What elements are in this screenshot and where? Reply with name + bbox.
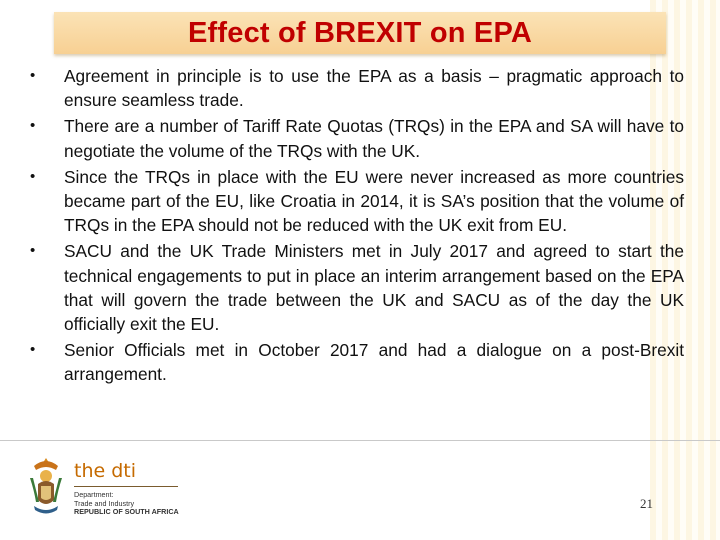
department-name: Trade and Industry xyxy=(74,498,135,508)
bullet-text: There are a number of Tariff Rate Quotas (TRQs) in the EPA and SA will have to negotiate the volume of the TRQs with the UK. xyxy=(64,116,684,161)
bullet-item xyxy=(30,165,684,238)
coat-of-arms-icon xyxy=(26,456,66,518)
bullet-dot: • xyxy=(30,242,36,260)
department-text xyxy=(74,491,179,517)
dti-logo xyxy=(14,456,184,526)
bullet-text: Agreement in principle is to use the EPA as a basis – pragmatic approach to ensure seamless trade. xyxy=(64,66,684,111)
bullet-dot: • xyxy=(30,67,36,84)
bullet-dot: • xyxy=(30,117,36,135)
bullet-text: Senior Officials met in October 2017 and had a dialogue on a post-Brexit arrangement. xyxy=(64,340,684,385)
bullet-text: Since the TRQs in place with the EU were never increased as more countries became part of the EU, like Croatia in 2014, it is SA’s position that the volume of TRQs in the EPA should not be reduced with the UK exit from EU. xyxy=(64,166,684,236)
page-number: 21 xyxy=(640,496,653,511)
bullet-list xyxy=(30,64,684,389)
bullet-item xyxy=(30,239,684,336)
footer-divider xyxy=(0,440,720,441)
title-banner xyxy=(54,12,666,54)
bullet-item xyxy=(30,338,684,386)
slide-title: Effect of BREXIT on EPA xyxy=(187,16,533,49)
country-name: REPUBLIC OF SOUTH AFRICA xyxy=(74,507,179,517)
bullet-dot: • xyxy=(30,341,36,359)
logo-rule xyxy=(74,486,178,487)
dti-wordmark: the dti xyxy=(74,460,137,482)
department-label: Department: xyxy=(74,490,114,499)
bullet-item xyxy=(30,114,684,162)
bullet-item xyxy=(30,64,684,112)
bullet-text: SACU and the UK Trade Ministers met in July 2017 and agreed to start the technical engagements to put in place an interim arrangement based on the EPA that will govern the trade between the UK and SACU as of the day the UK officially exit the EU. xyxy=(64,241,684,335)
bullet-dot: • xyxy=(30,167,36,185)
